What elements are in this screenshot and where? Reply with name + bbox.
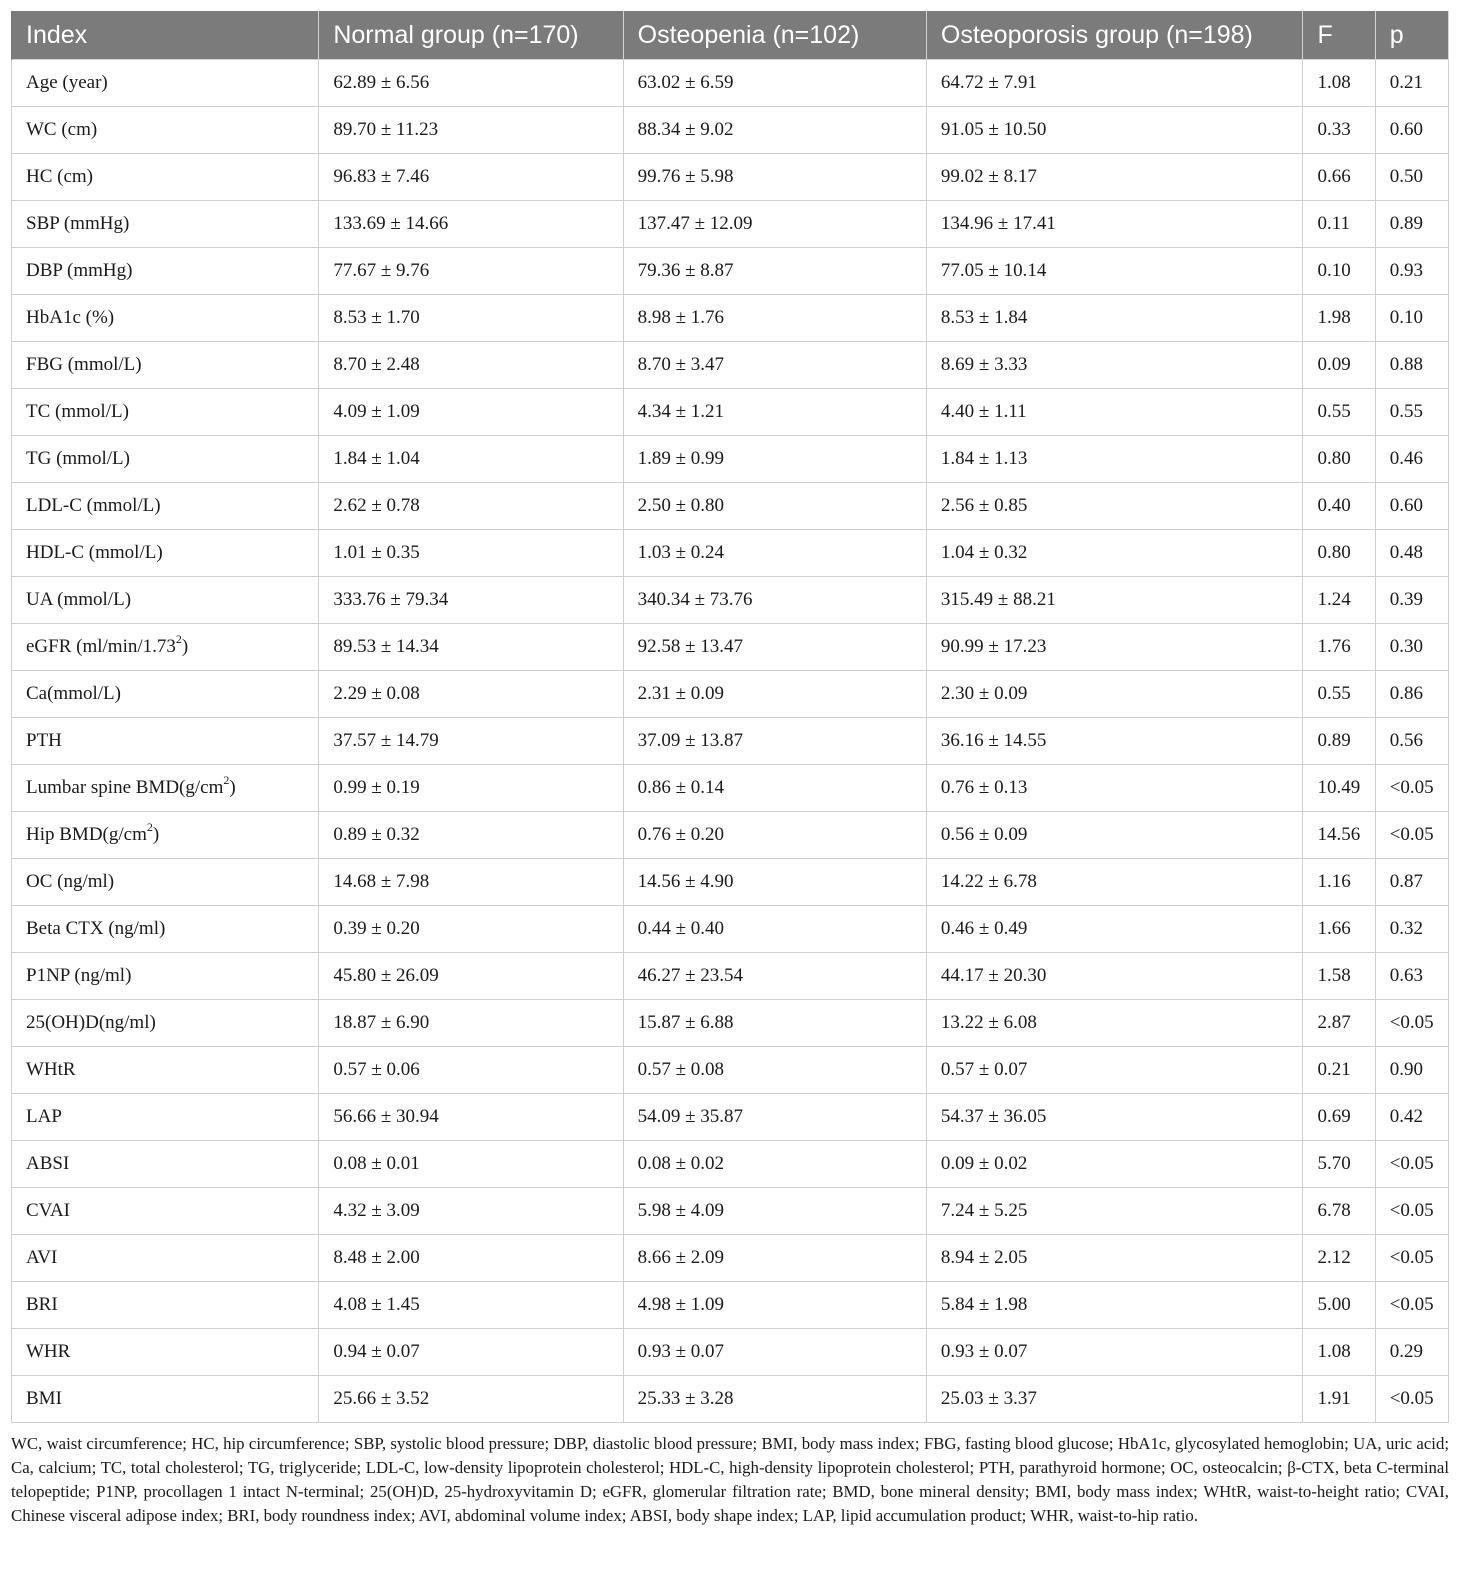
cell-index	[12, 154, 319, 201]
cell-osteoporosis: 91.05 ± 10.50	[926, 107, 1303, 154]
index-label: OC (ng/ml)	[26, 871, 115, 892]
cell-normal: 89.53 ± 14.34	[319, 624, 623, 671]
cell-osteopenia: 8.70 ± 3.47	[623, 342, 926, 389]
table-row	[12, 107, 1449, 154]
cell-f: 1.24	[1303, 577, 1375, 624]
cell-osteoporosis: 90.99 ± 17.23	[926, 624, 1303, 671]
cell-index	[12, 765, 319, 812]
data-table	[11, 11, 1449, 1423]
table-row	[12, 530, 1449, 577]
table-row	[12, 1282, 1449, 1329]
table-row	[12, 1376, 1449, 1423]
cell-f: 6.78	[1303, 1188, 1375, 1235]
cell-index	[12, 859, 319, 906]
cell-p: 0.55	[1375, 389, 1448, 436]
cell-normal: 133.69 ± 14.66	[319, 201, 623, 248]
cell-osteoporosis: 25.03 ± 3.37	[926, 1376, 1303, 1423]
cell-osteopenia: 2.50 ± 0.80	[623, 483, 926, 530]
cell-f: 0.55	[1303, 671, 1375, 718]
cell-osteoporosis: 0.56 ± 0.09	[926, 812, 1303, 859]
index-label: HDL-C (mmol/L)	[26, 542, 163, 563]
cell-osteopenia: 0.76 ± 0.20	[623, 812, 926, 859]
cell-p: <0.05	[1375, 812, 1448, 859]
cell-index	[12, 295, 319, 342]
cell-osteopenia: 8.66 ± 2.09	[623, 1235, 926, 1282]
cell-f: 0.40	[1303, 483, 1375, 530]
cell-index	[12, 906, 319, 953]
cell-f: 10.49	[1303, 765, 1375, 812]
cell-index	[12, 1000, 319, 1047]
cell-osteopenia: 1.89 ± 0.99	[623, 436, 926, 483]
index-label: LDL-C (mmol/L)	[26, 495, 161, 516]
cell-normal: 8.48 ± 2.00	[319, 1235, 623, 1282]
cell-normal: 1.01 ± 0.35	[319, 530, 623, 577]
index-label: HbA1c (%)	[26, 307, 115, 328]
header-osteoporosis-group: Osteoporosis group (n=198)	[926, 11, 1303, 60]
cell-index	[12, 1188, 319, 1235]
cell-osteopenia: 5.98 ± 4.09	[623, 1188, 926, 1235]
cell-p: 0.42	[1375, 1094, 1448, 1141]
cell-normal: 14.68 ± 7.98	[319, 859, 623, 906]
index-label: Age (year)	[26, 72, 108, 93]
index-label: DBP (mmHg)	[26, 260, 133, 281]
cell-osteoporosis: 99.02 ± 8.17	[926, 154, 1303, 201]
index-suffix: )	[181, 636, 189, 657]
cell-osteoporosis: 7.24 ± 5.25	[926, 1188, 1303, 1235]
cell-index	[12, 1047, 319, 1094]
cell-osteoporosis: 2.56 ± 0.85	[926, 483, 1303, 530]
cell-osteoporosis: 0.93 ± 0.07	[926, 1329, 1303, 1376]
cell-index	[12, 389, 319, 436]
cell-p: 0.32	[1375, 906, 1448, 953]
cell-p: 0.63	[1375, 953, 1448, 1000]
cell-osteoporosis: 44.17 ± 20.30	[926, 953, 1303, 1000]
table-row	[12, 1235, 1449, 1282]
cell-f: 1.76	[1303, 624, 1375, 671]
index-superscript: 2	[223, 772, 230, 787]
table-row	[12, 953, 1449, 1000]
table-row	[12, 1047, 1449, 1094]
cell-normal: 0.94 ± 0.07	[319, 1329, 623, 1376]
cell-normal: 56.66 ± 30.94	[319, 1094, 623, 1141]
cell-p: 0.29	[1375, 1329, 1448, 1376]
cell-p: 0.86	[1375, 671, 1448, 718]
cell-p: 0.60	[1375, 483, 1448, 530]
cell-p: 0.48	[1375, 530, 1448, 577]
index-label: SBP (mmHg)	[26, 213, 130, 234]
cell-f: 1.08	[1303, 1329, 1375, 1376]
cell-osteopenia: 4.98 ± 1.09	[623, 1282, 926, 1329]
cell-index	[12, 201, 319, 248]
cell-index	[12, 812, 319, 859]
cell-index	[12, 1141, 319, 1188]
cell-osteopenia: 340.34 ± 73.76	[623, 577, 926, 624]
index-label: BMI	[26, 1388, 62, 1409]
cell-index	[12, 1376, 319, 1423]
table-row	[12, 436, 1449, 483]
cell-f: 0.33	[1303, 107, 1375, 154]
index-label: TG (mmol/L)	[26, 448, 130, 469]
cell-p: 0.89	[1375, 201, 1448, 248]
cell-osteoporosis: 5.84 ± 1.98	[926, 1282, 1303, 1329]
cell-normal: 4.09 ± 1.09	[319, 389, 623, 436]
index-label: 25(OH)D(ng/ml)	[26, 1012, 156, 1033]
index-label: Beta CTX (ng/ml)	[26, 918, 166, 939]
cell-p: 0.60	[1375, 107, 1448, 154]
cell-osteoporosis: 8.94 ± 2.05	[926, 1235, 1303, 1282]
index-superscript: 2	[146, 819, 153, 834]
header-osteopenia: Osteopenia (n=102)	[623, 11, 926, 60]
cell-f: 1.66	[1303, 906, 1375, 953]
cell-p: 0.50	[1375, 154, 1448, 201]
table-footnote: WC, waist circumference; HC, hip circumference; SBP, systolic blood pressure; DBP, diastolic blood pressure; BMI, body mass index; FBG, fasting blood glucose; HbA1c, glycosylated hemoglobin; UA, uric acid; Ca, calcium; TC, total cholesterol; TG, triglyceride; LDL-C, low-density lipoprotein cholesterol; HDL-C, high-density lipoprotein cholesterol; PTH, parathyroid hormone; OC, osteocalcin; β-CTX, beta C-terminal telopeptide; P1NP, procollagen 1 intact N-terminal; 25(OH)D, 25-hydroxyvitamin D; eGFR, glomerular filtration rate; BMD, bone mineral density; BMI, body mass index; WHtR, waist-to-height ratio; CVAI, Chinese visceral adipose index; BRI, body roundness index; AVI, abdominal volume index; ABSI, body shape index; LAP, lipid accumulation product; WHR, waist-to-hip ratio.	[11, 1434, 1449, 1525]
cell-p: <0.05	[1375, 765, 1448, 812]
cell-osteopenia: 54.09 ± 35.87	[623, 1094, 926, 1141]
cell-normal: 4.32 ± 3.09	[319, 1188, 623, 1235]
cell-f: 0.80	[1303, 530, 1375, 577]
cell-index	[12, 483, 319, 530]
cell-osteopenia: 63.02 ± 6.59	[623, 60, 926, 107]
table-row	[12, 154, 1449, 201]
cell-index	[12, 530, 319, 577]
index-label: P1NP (ng/ml)	[26, 965, 132, 986]
cell-normal: 1.84 ± 1.04	[319, 436, 623, 483]
cell-p: 0.56	[1375, 718, 1448, 765]
cell-osteopenia: 4.34 ± 1.21	[623, 389, 926, 436]
index-label: WC (cm)	[26, 119, 98, 140]
index-label: ABSI	[26, 1153, 70, 1174]
index-label: eGFR (ml/min/1.73	[26, 636, 176, 657]
cell-osteoporosis: 134.96 ± 17.41	[926, 201, 1303, 248]
index-label: AVI	[26, 1247, 58, 1268]
index-label: Lumbar spine BMD(g/cm	[26, 777, 224, 798]
cell-p: 0.46	[1375, 436, 1448, 483]
cell-index	[12, 1235, 319, 1282]
cell-osteoporosis: 8.53 ± 1.84	[926, 295, 1303, 342]
cell-p: 0.88	[1375, 342, 1448, 389]
cell-p: 0.39	[1375, 577, 1448, 624]
cell-normal: 25.66 ± 3.52	[319, 1376, 623, 1423]
table-row	[12, 1329, 1449, 1376]
cell-f: 0.11	[1303, 201, 1375, 248]
index-label: UA (mmol/L)	[26, 589, 132, 610]
header-index: Index	[12, 11, 319, 60]
cell-p: 0.10	[1375, 295, 1448, 342]
cell-index	[12, 342, 319, 389]
table-row	[12, 295, 1449, 342]
cell-osteoporosis: 14.22 ± 6.78	[926, 859, 1303, 906]
header-row	[12, 11, 1449, 60]
cell-osteopenia: 25.33 ± 3.28	[623, 1376, 926, 1423]
cell-index	[12, 248, 319, 295]
cell-f: 14.56	[1303, 812, 1375, 859]
table-row	[12, 812, 1449, 859]
table-row	[12, 389, 1449, 436]
cell-index	[12, 436, 319, 483]
index-label: BRI	[26, 1294, 58, 1315]
cell-p: <0.05	[1375, 1188, 1448, 1235]
cell-osteopenia: 37.09 ± 13.87	[623, 718, 926, 765]
cell-index	[12, 107, 319, 154]
table-row	[12, 718, 1449, 765]
table-row	[12, 342, 1449, 389]
cell-index	[12, 1094, 319, 1141]
table-row	[12, 1094, 1449, 1141]
cell-osteopenia: 2.31 ± 0.09	[623, 671, 926, 718]
cell-f: 0.66	[1303, 154, 1375, 201]
cell-osteopenia: 88.34 ± 9.02	[623, 107, 926, 154]
table-row	[12, 765, 1449, 812]
cell-f: 5.00	[1303, 1282, 1375, 1329]
cell-osteoporosis: 1.04 ± 0.32	[926, 530, 1303, 577]
cell-osteopenia: 0.93 ± 0.07	[623, 1329, 926, 1376]
cell-osteoporosis: 77.05 ± 10.14	[926, 248, 1303, 295]
cell-osteopenia: 99.76 ± 5.98	[623, 154, 926, 201]
cell-f: 1.16	[1303, 859, 1375, 906]
cell-osteoporosis: 315.49 ± 88.21	[926, 577, 1303, 624]
cell-osteoporosis: 0.57 ± 0.07	[926, 1047, 1303, 1094]
cell-osteoporosis: 2.30 ± 0.09	[926, 671, 1303, 718]
cell-osteopenia: 79.36 ± 8.87	[623, 248, 926, 295]
cell-index	[12, 1282, 319, 1329]
cell-osteopenia: 14.56 ± 4.90	[623, 859, 926, 906]
cell-f: 0.21	[1303, 1047, 1375, 1094]
cell-f: 2.87	[1303, 1000, 1375, 1047]
cell-normal: 96.83 ± 7.46	[319, 154, 623, 201]
index-suffix: )	[152, 824, 160, 845]
cell-f: 0.09	[1303, 342, 1375, 389]
cell-osteopenia: 0.86 ± 0.14	[623, 765, 926, 812]
cell-index	[12, 671, 319, 718]
cell-normal: 37.57 ± 14.79	[319, 718, 623, 765]
table-row	[12, 1000, 1449, 1047]
cell-p: <0.05	[1375, 1000, 1448, 1047]
cell-normal: 8.53 ± 1.70	[319, 295, 623, 342]
table-header	[12, 11, 1449, 60]
cell-osteopenia: 137.47 ± 12.09	[623, 201, 926, 248]
table-body	[12, 60, 1449, 1423]
table-row	[12, 60, 1449, 107]
cell-p: 0.21	[1375, 60, 1448, 107]
cell-osteoporosis: 0.76 ± 0.13	[926, 765, 1303, 812]
cell-normal: 333.76 ± 79.34	[319, 577, 623, 624]
index-label: LAP	[26, 1106, 62, 1127]
cell-index	[12, 718, 319, 765]
cell-p: <0.05	[1375, 1282, 1448, 1329]
cell-f: 1.98	[1303, 295, 1375, 342]
cell-f: 0.10	[1303, 248, 1375, 295]
index-label: HC (cm)	[26, 166, 94, 187]
index-superscript: 2	[175, 631, 182, 646]
cell-p: <0.05	[1375, 1376, 1448, 1423]
cell-index	[12, 953, 319, 1000]
index-label: PTH	[26, 730, 62, 751]
cell-p: 0.90	[1375, 1047, 1448, 1094]
cell-p: <0.05	[1375, 1141, 1448, 1188]
cell-normal: 0.57 ± 0.06	[319, 1047, 623, 1094]
index-label: CVAI	[26, 1200, 70, 1221]
index-label: WHR	[26, 1341, 71, 1362]
cell-osteoporosis: 8.69 ± 3.33	[926, 342, 1303, 389]
index-label: WHtR	[26, 1059, 76, 1080]
index-label: FBG (mmol/L)	[26, 354, 142, 375]
cell-osteoporosis: 1.84 ± 1.13	[926, 436, 1303, 483]
cell-osteopenia: 1.03 ± 0.24	[623, 530, 926, 577]
cell-normal: 2.29 ± 0.08	[319, 671, 623, 718]
cell-osteoporosis: 13.22 ± 6.08	[926, 1000, 1303, 1047]
cell-osteopenia: 8.98 ± 1.76	[623, 295, 926, 342]
cell-osteoporosis: 36.16 ± 14.55	[926, 718, 1303, 765]
table-row	[12, 859, 1449, 906]
cell-f: 0.69	[1303, 1094, 1375, 1141]
header-normal-group: Normal group (n=170)	[319, 11, 623, 60]
cell-p: 0.30	[1375, 624, 1448, 671]
cell-osteopenia: 15.87 ± 6.88	[623, 1000, 926, 1047]
cell-normal: 8.70 ± 2.48	[319, 342, 623, 389]
cell-f: 2.12	[1303, 1235, 1375, 1282]
cell-normal: 89.70 ± 11.23	[319, 107, 623, 154]
cell-index	[12, 1329, 319, 1376]
table-row	[12, 624, 1449, 671]
cell-normal: 18.87 ± 6.90	[319, 1000, 623, 1047]
cell-normal: 0.39 ± 0.20	[319, 906, 623, 953]
cell-normal: 0.99 ± 0.19	[319, 765, 623, 812]
index-suffix: )	[229, 777, 236, 798]
table-row	[12, 906, 1449, 953]
index-label: Ca(mmol/L)	[26, 683, 121, 704]
cell-normal: 0.89 ± 0.32	[319, 812, 623, 859]
cell-osteopenia: 0.57 ± 0.08	[623, 1047, 926, 1094]
table-row	[12, 201, 1449, 248]
cell-f: 5.70	[1303, 1141, 1375, 1188]
cell-osteoporosis: 54.37 ± 36.05	[926, 1094, 1303, 1141]
cell-normal: 62.89 ± 6.56	[319, 60, 623, 107]
cell-osteoporosis: 4.40 ± 1.11	[926, 389, 1303, 436]
cell-osteoporosis: 64.72 ± 7.91	[926, 60, 1303, 107]
cell-normal: 45.80 ± 26.09	[319, 953, 623, 1000]
table-row	[12, 1188, 1449, 1235]
cell-normal: 0.08 ± 0.01	[319, 1141, 623, 1188]
table-container	[11, 11, 1449, 1528]
cell-index	[12, 60, 319, 107]
table-row	[12, 483, 1449, 530]
cell-normal: 2.62 ± 0.78	[319, 483, 623, 530]
table-row	[12, 671, 1449, 718]
cell-index	[12, 624, 319, 671]
cell-osteoporosis: 0.09 ± 0.02	[926, 1141, 1303, 1188]
cell-normal: 77.67 ± 9.76	[319, 248, 623, 295]
cell-osteopenia: 0.44 ± 0.40	[623, 906, 926, 953]
cell-f: 1.08	[1303, 60, 1375, 107]
cell-f: 0.80	[1303, 436, 1375, 483]
cell-p: 0.87	[1375, 859, 1448, 906]
cell-p: <0.05	[1375, 1235, 1448, 1282]
cell-osteoporosis: 0.46 ± 0.49	[926, 906, 1303, 953]
table-row	[12, 577, 1449, 624]
cell-osteopenia: 92.58 ± 13.47	[623, 624, 926, 671]
cell-index	[12, 577, 319, 624]
cell-osteopenia: 46.27 ± 23.54	[623, 953, 926, 1000]
index-label: Hip BMD(g/cm	[26, 824, 147, 845]
header-p: p	[1375, 11, 1448, 60]
table-row	[12, 248, 1449, 295]
index-label: TC (mmol/L)	[26, 401, 129, 422]
cell-f: 1.58	[1303, 953, 1375, 1000]
cell-f: 0.89	[1303, 718, 1375, 765]
table-row	[12, 1141, 1449, 1188]
cell-normal: 4.08 ± 1.45	[319, 1282, 623, 1329]
cell-f: 0.55	[1303, 389, 1375, 436]
cell-osteopenia: 0.08 ± 0.02	[623, 1141, 926, 1188]
header-f: F	[1303, 11, 1375, 60]
cell-f: 1.91	[1303, 1376, 1375, 1423]
cell-p: 0.93	[1375, 248, 1448, 295]
